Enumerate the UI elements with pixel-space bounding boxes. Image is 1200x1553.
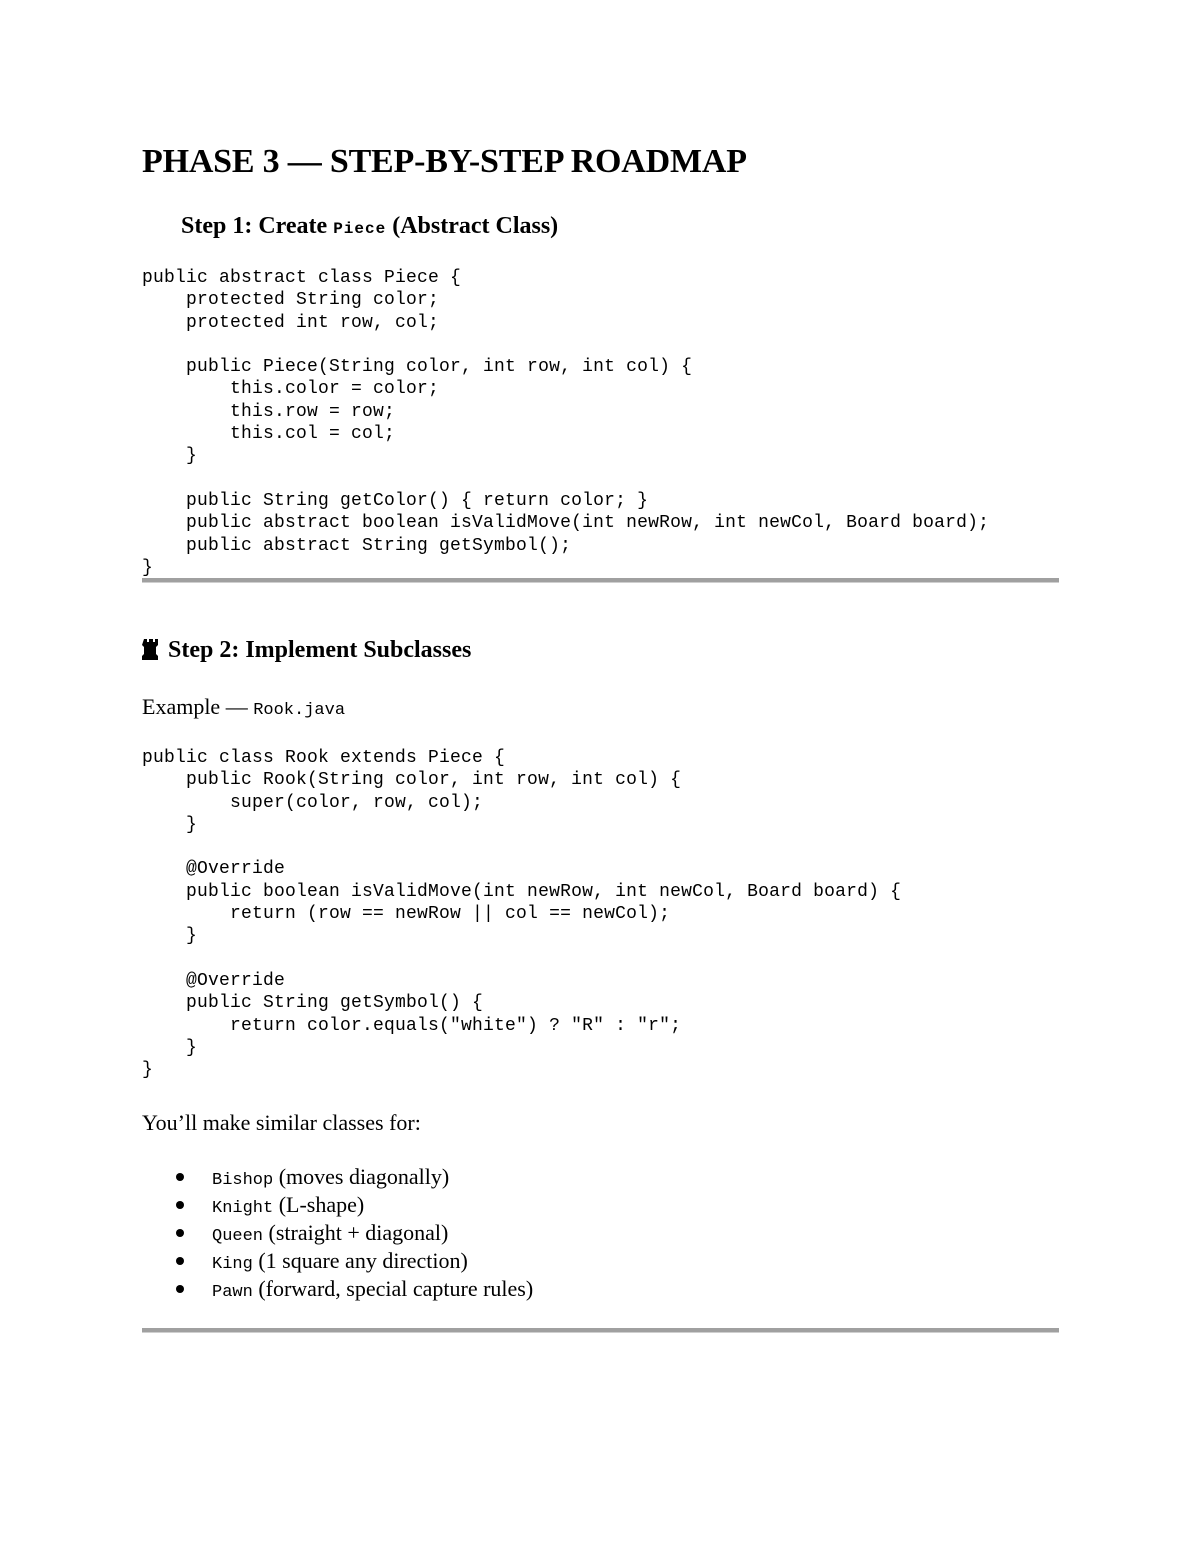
piece-description: (L-shape) (273, 1192, 365, 1217)
list-item (142, 1191, 533, 1219)
step-1-prefix: Step 1: Create (181, 213, 334, 239)
list-item (142, 1219, 533, 1247)
piece-list (142, 1163, 533, 1303)
list-item (142, 1275, 533, 1303)
piece-name: Pawn (212, 1283, 253, 1302)
piece-name: Knight (212, 1199, 274, 1218)
bullet-icon (176, 1257, 184, 1265)
bullet-icon (176, 1201, 184, 1209)
piece-description: (straight + diagonal) (263, 1220, 449, 1245)
page-title: PHASE 3 — STEP-BY-STEP ROADMAP (142, 143, 747, 180)
step-2-title: Step 2: Implement Subclasses (168, 637, 472, 663)
piece-description: (forward, special capture rules) (252, 1276, 534, 1301)
example-file-name: Rook.java (253, 701, 346, 720)
piece-description: (moves diagonally) (273, 1164, 450, 1189)
piece-code-block: public abstract class Piece { protected String color; protected int row, col; public Piece(String color, int row, int col) { this.color = color; this.row = row; this.col = col; } public String getColor() { return color; } public abstract boolean isValidMove(int newRow, int newCol, Board board); public abstract String getSymbol(); } (142, 268, 990, 578)
piece-description: (1 square any direction) (252, 1248, 468, 1273)
example-prefix: Example — (142, 694, 254, 719)
step-2-heading (142, 634, 471, 666)
list-item (142, 1163, 533, 1191)
example-caption (142, 692, 345, 726)
rook-icon (142, 638, 160, 660)
horizontal-divider (142, 578, 1059, 583)
step-1-heading (181, 210, 558, 245)
list-item (142, 1247, 533, 1275)
bullet-icon (176, 1229, 184, 1237)
bullet-icon (176, 1173, 184, 1181)
horizontal-divider (142, 1328, 1059, 1333)
rook-code-block: public class Rook extends Piece { public Rook(String color, int row, int col) { super(color, row, col); } @Override public boolean isValidMove(int newRow, int newCol, Board board) { return (row == newRow || col == newCol); } @Override public String getSymbol() { return color.equals("white") ? "R" : "r"; } } (142, 748, 902, 1081)
similar-classes-intro: You’ll make similar classes for: (142, 1110, 421, 1135)
step-1-suffix: (Abstract Class) (386, 213, 559, 239)
piece-name: King (212, 1255, 253, 1274)
piece-name: Queen (212, 1227, 264, 1246)
piece-name: Bishop (212, 1171, 274, 1190)
bullet-icon (176, 1285, 184, 1293)
step-1-class-name: Piece (333, 220, 387, 238)
